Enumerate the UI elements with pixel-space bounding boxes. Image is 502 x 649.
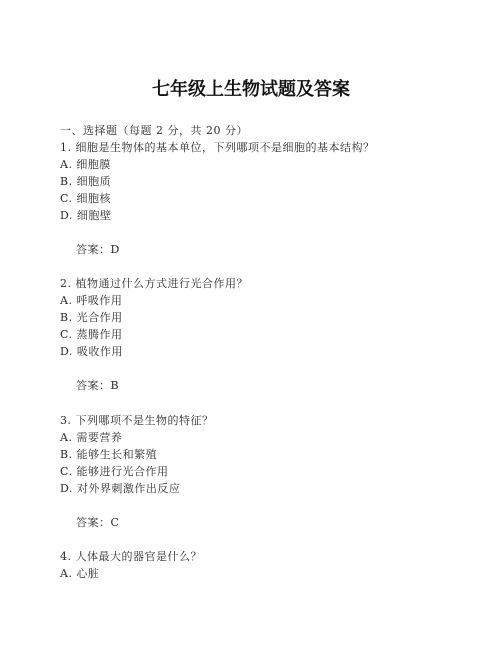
question-2-option-a: A. 呼吸作用: [60, 294, 123, 307]
question-1-answer: 答案：D: [76, 243, 120, 256]
question-1-option-d: D. 细胞壁: [60, 209, 112, 222]
question-4-option-a: A. 心脏: [60, 567, 100, 580]
question-3-option-c: C. 能够进行光合作用: [60, 465, 169, 478]
question-3-option-b: B. 能够生长和繁殖: [60, 448, 158, 461]
question-1-stem: 1. 细胞是生物体的基本单位，下列哪项不是细胞的基本结构？: [60, 141, 375, 154]
question-1-option-c: C. 细胞核: [60, 192, 112, 205]
question-3-option-d: D. 对外界刺激作出反应: [60, 482, 181, 495]
question-1-option-b: B. 细胞质: [60, 175, 112, 188]
question-3-stem: 3. 下列哪项不是生物的特征？: [60, 414, 214, 427]
question-2-option-d: D. 吸收作用: [60, 345, 123, 358]
question-2-option-c: C. 蒸腾作用: [60, 328, 123, 341]
question-4-stem: 4. 人体最大的器官是什么？: [60, 550, 202, 563]
question-2-answer: 答案：B: [76, 379, 120, 392]
question-3-answer: 答案：C: [76, 516, 120, 529]
question-1-option-a: A. 细胞膜: [60, 158, 111, 171]
document-title: 七年级上生物试题及答案: [152, 79, 350, 100]
question-2-option-b: B. 光合作用: [60, 311, 123, 324]
section-heading: 一、选择题（每题 2 分，共 20 分）: [60, 124, 248, 137]
question-2-stem: 2. 植物通过什么方式进行光合作用？: [60, 277, 248, 290]
question-3-option-a: A. 需要营养: [60, 431, 123, 444]
